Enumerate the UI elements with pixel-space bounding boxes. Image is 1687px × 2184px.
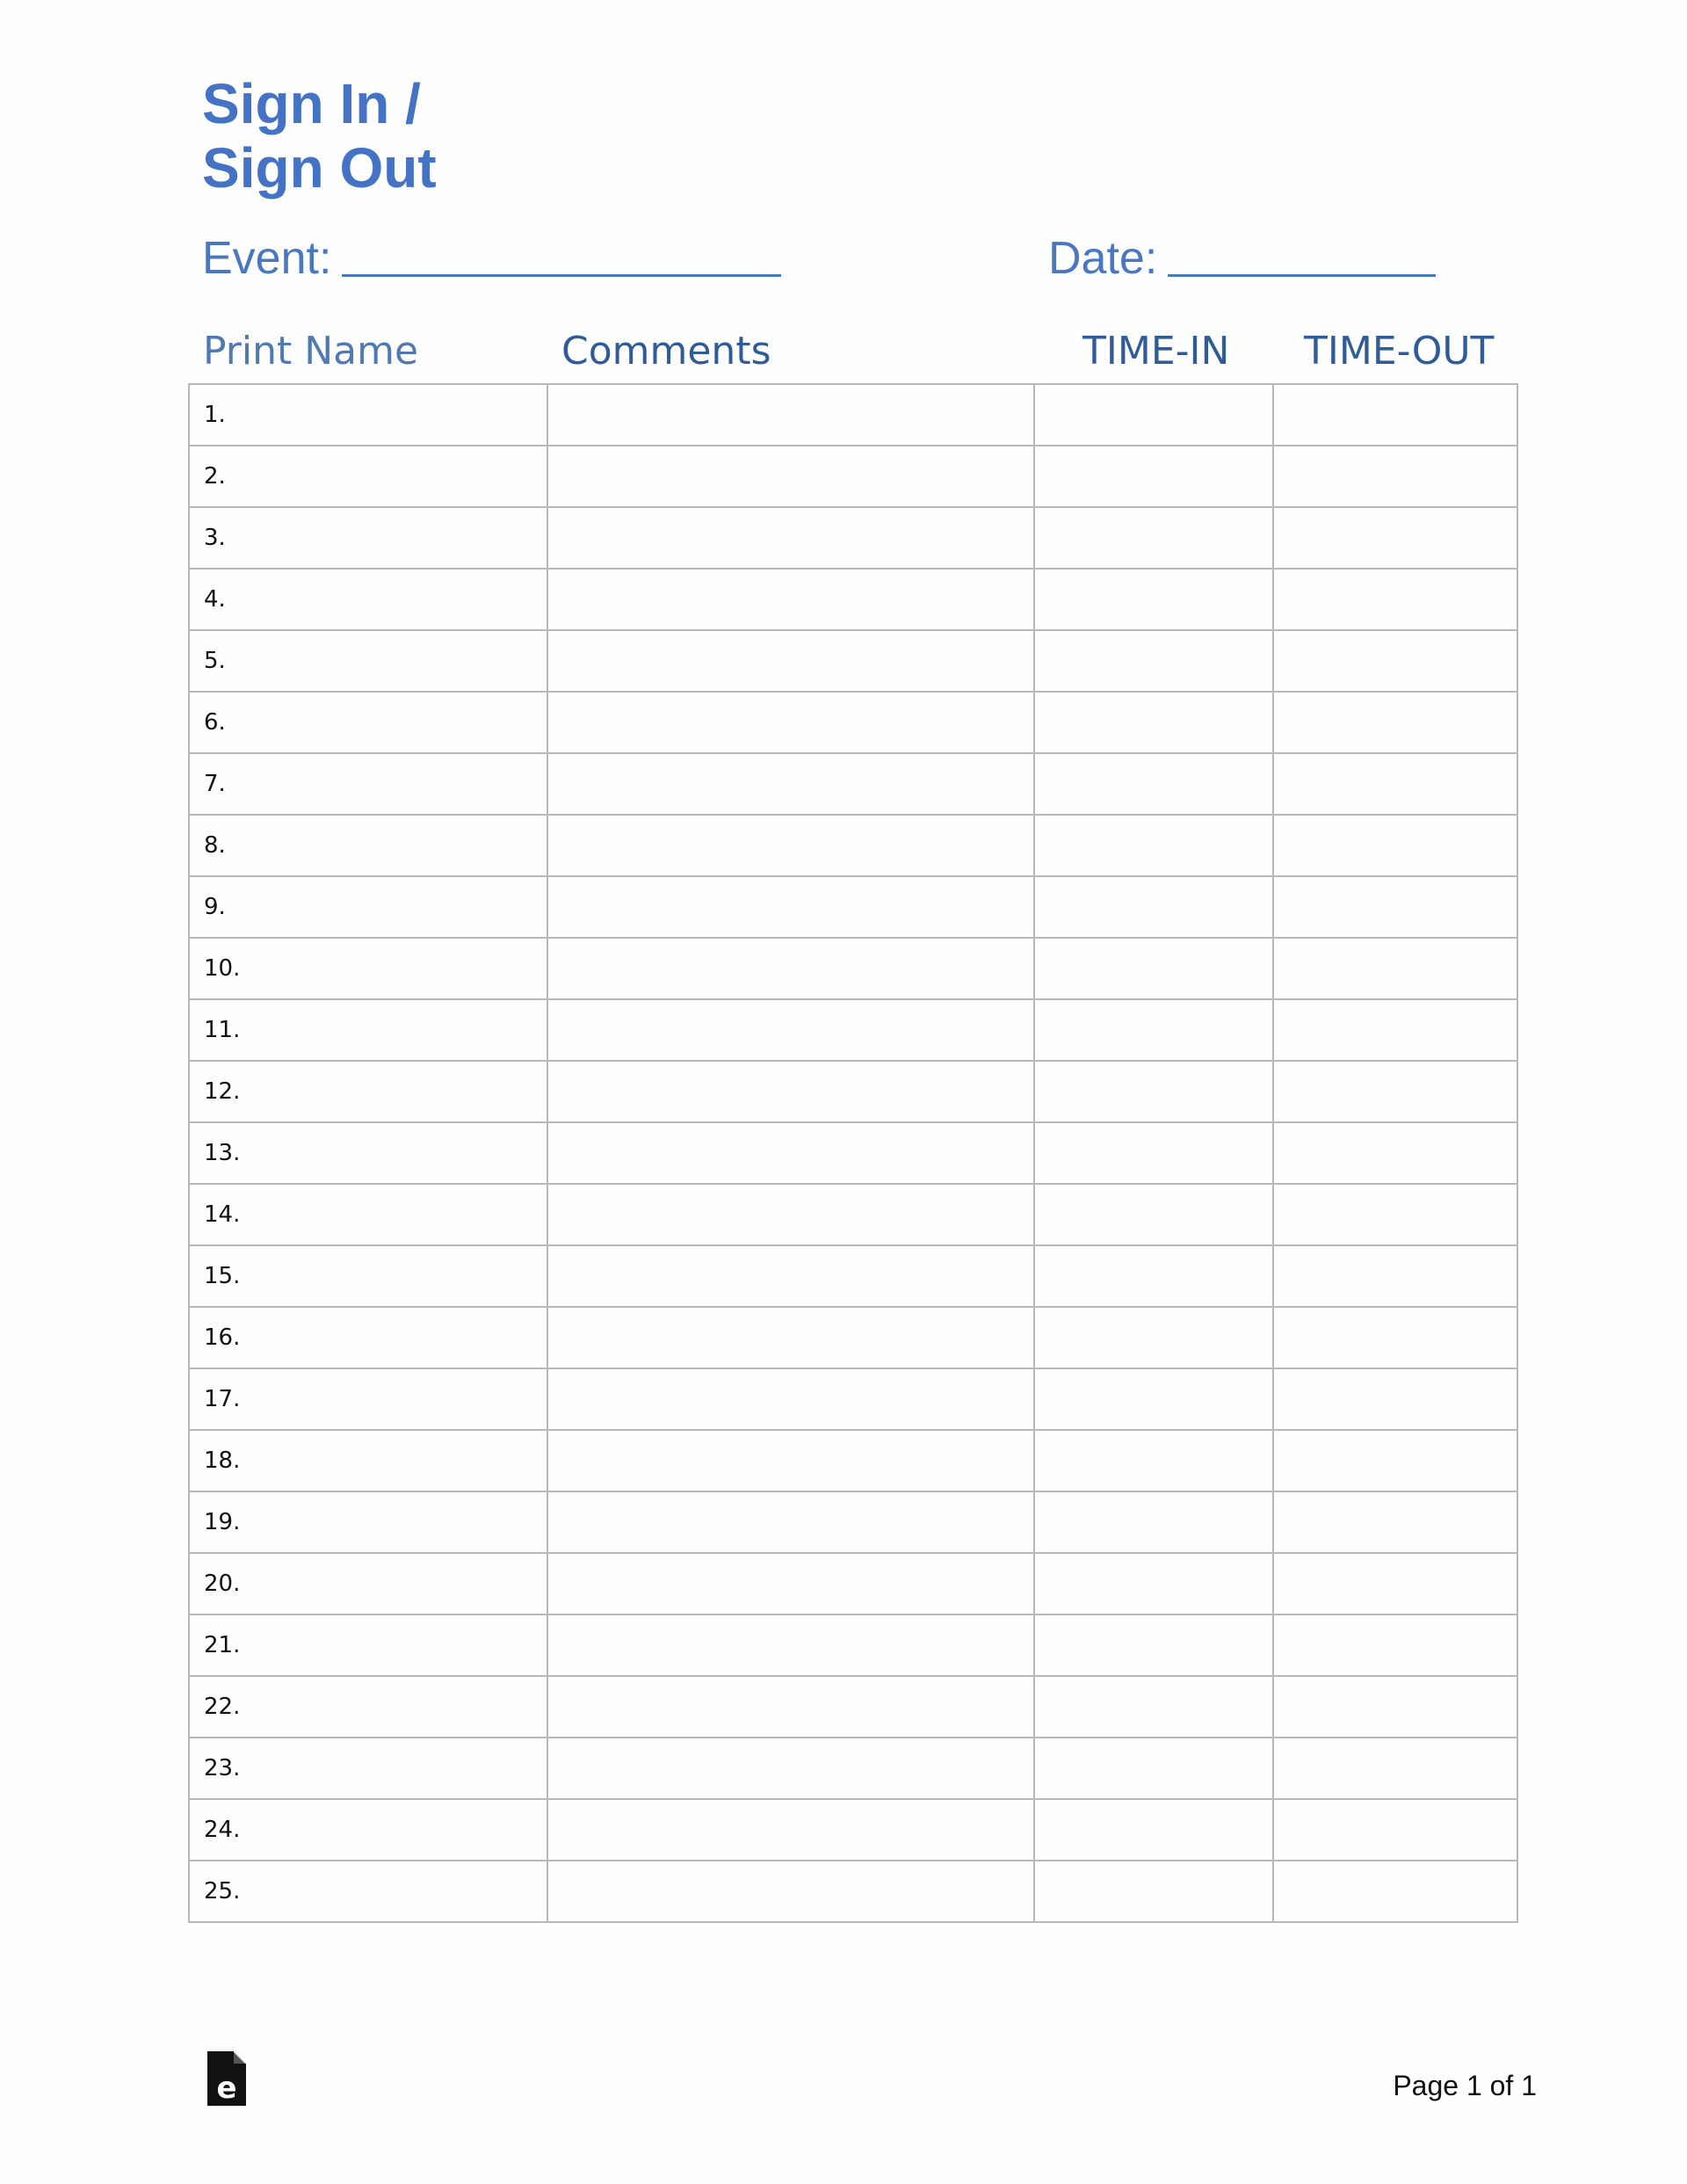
comments-cell[interactable] <box>547 692 1034 753</box>
comments-cell[interactable] <box>547 1738 1034 1799</box>
title-line-2: Sign Out <box>202 136 437 200</box>
row-number: 25. <box>204 1878 241 1905</box>
comments-cell[interactable] <box>547 1307 1034 1368</box>
table-row <box>189 630 1517 692</box>
time-out-cell[interactable] <box>1273 1184 1517 1245</box>
row-number: 20. <box>204 1571 241 1597</box>
comments-cell[interactable] <box>547 1122 1034 1184</box>
comments-cell[interactable] <box>547 753 1034 815</box>
row-number: 18. <box>204 1448 241 1474</box>
row-number: 14. <box>204 1201 241 1228</box>
table-row <box>189 446 1517 507</box>
time-in-cell[interactable] <box>1034 1368 1273 1430</box>
time-in-cell[interactable] <box>1034 938 1273 999</box>
table-row <box>189 692 1517 753</box>
time-out-cell[interactable] <box>1273 753 1517 815</box>
print-name-cell[interactable] <box>189 630 547 692</box>
time-in-cell[interactable] <box>1034 1122 1273 1184</box>
table-row <box>189 1676 1517 1738</box>
time-in-cell[interactable] <box>1034 630 1273 692</box>
table-row <box>189 507 1517 569</box>
row-number: 22. <box>204 1694 241 1720</box>
time-in-cell[interactable] <box>1034 692 1273 753</box>
table-row <box>189 1122 1517 1184</box>
print-name-cell[interactable] <box>189 1799 547 1861</box>
row-number: 3. <box>204 525 226 551</box>
row-number: 17. <box>204 1386 241 1412</box>
time-out-cell[interactable] <box>1273 507 1517 569</box>
time-in-cell[interactable] <box>1034 446 1273 507</box>
table-row <box>189 1307 1517 1368</box>
print-name-cell[interactable] <box>189 1614 547 1676</box>
time-out-cell[interactable] <box>1273 1738 1517 1799</box>
row-number: 2. <box>204 463 226 490</box>
print-name-cell[interactable] <box>189 1368 547 1430</box>
time-out-cell[interactable] <box>1273 1122 1517 1184</box>
time-out-cell[interactable] <box>1273 1553 1517 1614</box>
row-number: 13. <box>204 1140 241 1166</box>
column-header-time-out: TIME-OUT <box>1304 329 1495 374</box>
comments-cell[interactable] <box>547 630 1034 692</box>
table-row <box>189 1799 1517 1861</box>
table-row <box>189 1430 1517 1491</box>
comments-cell[interactable] <box>547 876 1034 938</box>
table-row <box>189 569 1517 630</box>
row-number: 19. <box>204 1509 241 1535</box>
time-in-cell[interactable] <box>1034 1430 1273 1491</box>
time-out-cell[interactable] <box>1273 1676 1517 1738</box>
comments-cell[interactable] <box>547 1861 1034 1922</box>
time-out-cell[interactable] <box>1273 630 1517 692</box>
row-number: 5. <box>204 648 226 674</box>
document-e-icon <box>207 2051 246 2106</box>
row-number: 7. <box>204 771 226 797</box>
row-number: 4. <box>204 586 226 613</box>
time-in-cell[interactable] <box>1034 1245 1273 1307</box>
print-name-cell[interactable] <box>189 1184 547 1245</box>
time-out-cell[interactable] <box>1273 1245 1517 1307</box>
time-out-cell[interactable] <box>1273 815 1517 876</box>
time-out-cell[interactable] <box>1273 1430 1517 1491</box>
comments-cell[interactable] <box>547 384 1034 446</box>
table-row <box>189 384 1517 446</box>
event-field <box>202 230 781 285</box>
time-in-cell[interactable] <box>1034 1553 1273 1614</box>
time-in-cell[interactable] <box>1034 1676 1273 1738</box>
comments-cell[interactable] <box>547 507 1034 569</box>
print-name-cell[interactable] <box>189 1307 547 1368</box>
row-number: 9. <box>204 894 226 920</box>
comments-cell[interactable] <box>547 999 1034 1061</box>
table-row <box>189 999 1517 1061</box>
page-title <box>202 72 437 200</box>
sign-in-table-body <box>189 384 1517 1922</box>
row-number: 15. <box>204 1263 241 1289</box>
time-in-cell[interactable] <box>1034 815 1273 876</box>
print-name-cell[interactable] <box>189 1676 547 1738</box>
table-row <box>189 938 1517 999</box>
print-name-cell[interactable] <box>189 1861 547 1922</box>
comments-cell[interactable] <box>547 938 1034 999</box>
table-row <box>189 1861 1517 1922</box>
print-name-cell[interactable] <box>189 507 547 569</box>
row-number: 16. <box>204 1324 241 1351</box>
time-out-cell[interactable] <box>1273 1307 1517 1368</box>
comments-cell[interactable] <box>547 1368 1034 1430</box>
table-row <box>189 1553 1517 1614</box>
row-number: 10. <box>204 955 241 982</box>
table-row <box>189 1491 1517 1553</box>
comments-cell[interactable] <box>547 1061 1034 1122</box>
print-name-cell[interactable] <box>189 384 547 446</box>
time-in-cell[interactable] <box>1034 1799 1273 1861</box>
print-name-cell[interactable] <box>189 1553 547 1614</box>
print-name-cell[interactable] <box>189 815 547 876</box>
table-row <box>189 1061 1517 1122</box>
table-row <box>189 876 1517 938</box>
event-label: Event: <box>202 233 332 284</box>
row-number: 21. <box>204 1632 241 1658</box>
time-out-cell[interactable] <box>1273 999 1517 1061</box>
comments-cell[interactable] <box>547 1799 1034 1861</box>
print-name-cell[interactable] <box>189 446 547 507</box>
column-header-comments: Comments <box>561 329 771 374</box>
time-out-cell[interactable] <box>1273 1799 1517 1861</box>
time-in-cell[interactable] <box>1034 1738 1273 1799</box>
time-out-cell[interactable] <box>1273 384 1517 446</box>
comments-cell[interactable] <box>547 1430 1034 1491</box>
print-name-cell[interactable] <box>189 999 547 1061</box>
time-out-cell[interactable] <box>1273 446 1517 507</box>
time-in-cell[interactable] <box>1034 569 1273 630</box>
time-in-cell[interactable] <box>1034 1491 1273 1553</box>
time-out-cell[interactable] <box>1273 692 1517 753</box>
row-number: 8. <box>204 832 226 859</box>
event-blank-line[interactable] <box>342 234 781 277</box>
title-line-1: Sign In / <box>202 72 421 135</box>
print-name-cell[interactable] <box>189 692 547 753</box>
time-in-cell[interactable] <box>1034 507 1273 569</box>
row-number: 23. <box>204 1755 241 1781</box>
time-out-cell[interactable] <box>1273 1491 1517 1553</box>
print-name-cell[interactable] <box>189 1491 547 1553</box>
table-row <box>189 1245 1517 1307</box>
time-in-cell[interactable] <box>1034 876 1273 938</box>
table-row <box>189 1368 1517 1430</box>
time-in-cell[interactable] <box>1034 1061 1273 1122</box>
time-in-cell[interactable] <box>1034 1861 1273 1922</box>
row-number: 12. <box>204 1078 241 1105</box>
table-row <box>189 1614 1517 1676</box>
time-out-cell[interactable] <box>1273 876 1517 938</box>
row-number: 1. <box>204 402 226 428</box>
print-name-cell[interactable] <box>189 938 547 999</box>
print-name-cell[interactable] <box>189 1738 547 1799</box>
comments-cell[interactable] <box>547 569 1034 630</box>
time-in-cell[interactable] <box>1034 1307 1273 1368</box>
date-blank-line[interactable] <box>1168 234 1436 277</box>
comments-cell[interactable] <box>547 815 1034 876</box>
time-out-cell[interactable] <box>1273 1061 1517 1122</box>
row-number: 24. <box>204 1817 241 1843</box>
time-out-cell[interactable] <box>1273 1368 1517 1430</box>
time-in-cell[interactable] <box>1034 1614 1273 1676</box>
time-in-cell[interactable] <box>1034 384 1273 446</box>
comments-cell[interactable] <box>547 1491 1034 1553</box>
comments-cell[interactable] <box>547 446 1034 507</box>
sign-in-table <box>188 383 1518 1923</box>
table-row <box>189 1738 1517 1799</box>
page-number: Page 1 of 1 <box>1393 2070 1537 2101</box>
comments-cell[interactable] <box>547 1676 1034 1738</box>
print-name-cell[interactable] <box>189 1430 547 1491</box>
time-in-cell[interactable] <box>1034 999 1273 1061</box>
time-in-cell[interactable] <box>1034 753 1273 815</box>
print-name-cell[interactable] <box>189 1122 547 1184</box>
print-name-cell[interactable] <box>189 569 547 630</box>
row-number: 6. <box>204 709 226 736</box>
column-header-print-name: Print Name <box>203 329 419 374</box>
date-label: Date: <box>1048 233 1158 284</box>
comments-cell[interactable] <box>547 1245 1034 1307</box>
comments-cell[interactable] <box>547 1184 1034 1245</box>
svg-text:e: e <box>216 2071 237 2106</box>
time-in-cell[interactable] <box>1034 1184 1273 1245</box>
print-name-cell[interactable] <box>189 753 547 815</box>
time-out-cell[interactable] <box>1273 569 1517 630</box>
date-field <box>1048 230 1436 285</box>
table-row <box>189 1184 1517 1245</box>
print-name-cell[interactable] <box>189 1245 547 1307</box>
table-row <box>189 815 1517 876</box>
time-out-cell[interactable] <box>1273 938 1517 999</box>
row-number: 11. <box>204 1017 241 1043</box>
comments-cell[interactable] <box>547 1553 1034 1614</box>
print-name-cell[interactable] <box>189 876 547 938</box>
table-row <box>189 753 1517 815</box>
time-out-cell[interactable] <box>1273 1861 1517 1922</box>
time-out-cell[interactable] <box>1273 1614 1517 1676</box>
comments-cell[interactable] <box>547 1614 1034 1676</box>
print-name-cell[interactable] <box>189 1061 547 1122</box>
column-header-time-in: TIME-IN <box>1082 329 1230 374</box>
